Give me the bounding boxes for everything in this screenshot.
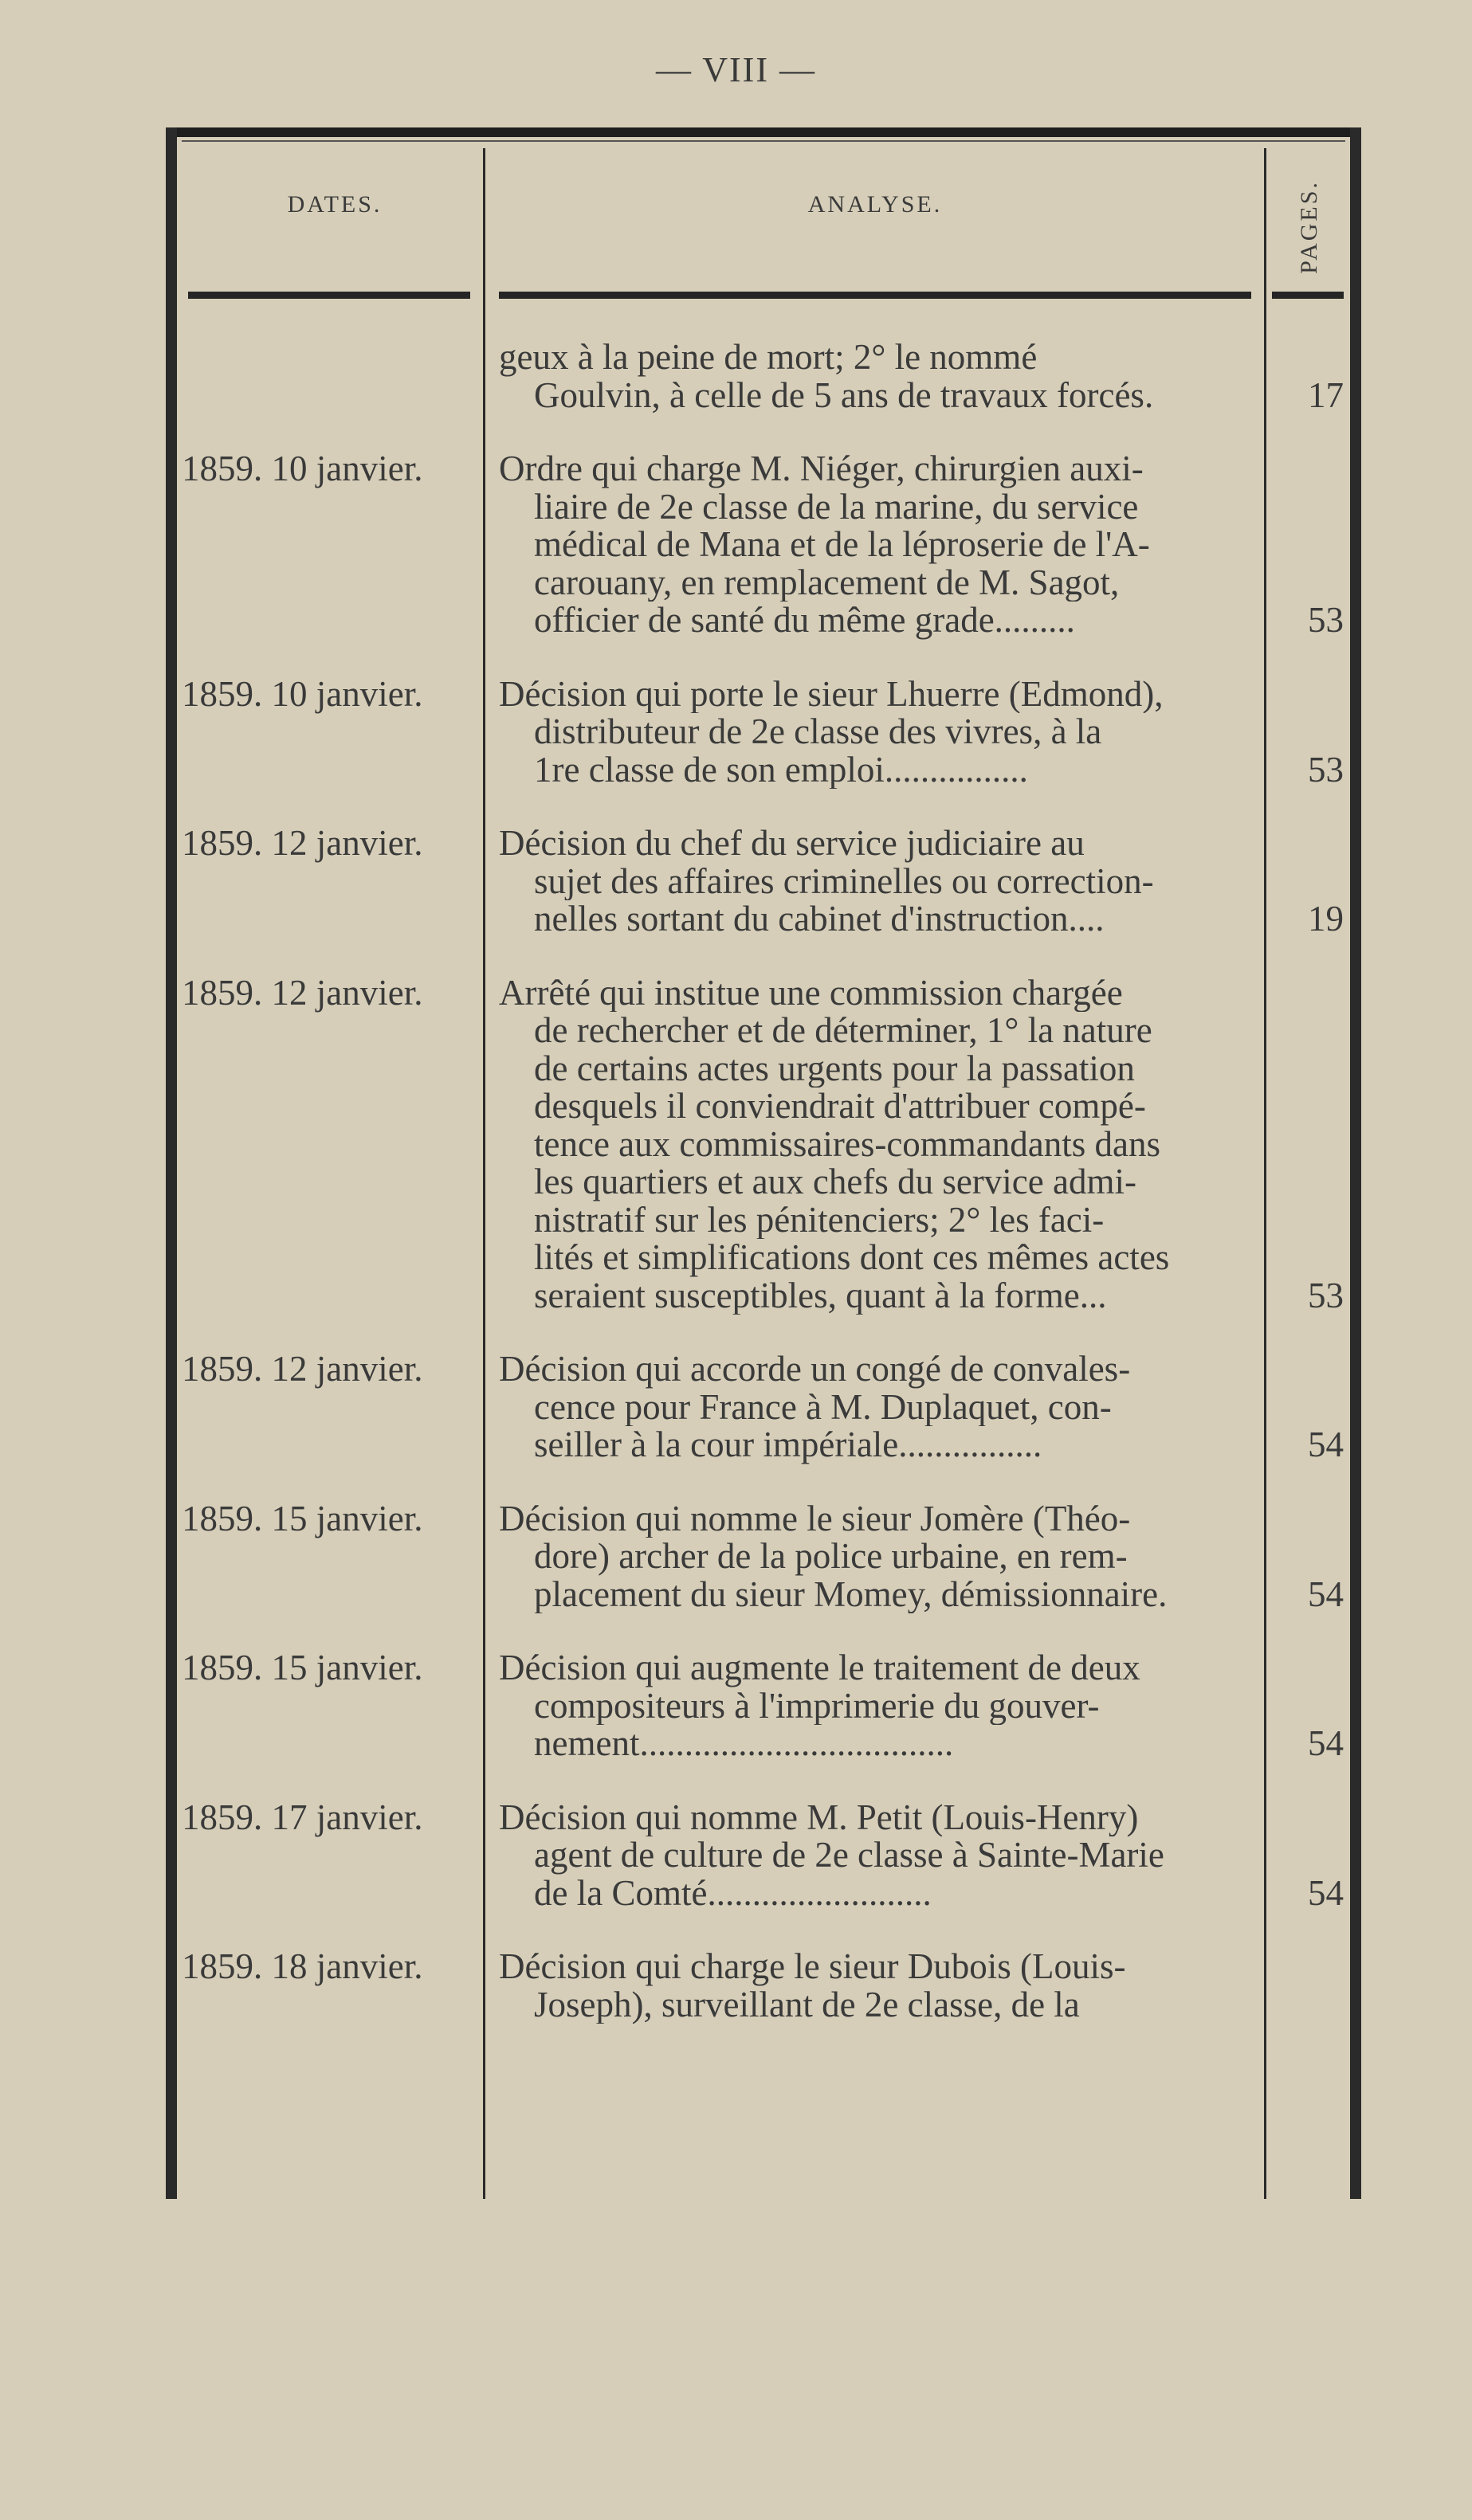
entry-analyse bbox=[499, 825, 1258, 939]
entry-analyse-line: geux à la peine de mort; 2° le nommé bbox=[499, 339, 1038, 377]
entry-analyse-line: desquels il conviendrait d'attribuer compé- bbox=[534, 1088, 1146, 1126]
entry-analyse-line: nement................................... bbox=[534, 1725, 954, 1763]
entry-page-number: 54 bbox=[1308, 1425, 1344, 1464]
entry-page-number: 53 bbox=[1308, 600, 1344, 640]
entry-analyse-line: liaire de 2e classe de la marine, du service bbox=[534, 488, 1139, 526]
entry-page-number: 53 bbox=[1308, 749, 1344, 790]
entry-analyse-line: Ordre qui charge M. Niéger, chirurgien auxi- bbox=[499, 450, 1144, 488]
page-header: — VIII — bbox=[656, 50, 816, 89]
entry-analyse-line: tence aux commissaires-commandants dans bbox=[534, 1125, 1161, 1163]
entry-analyse-line: Décision qui nomme M. Petit (Louis-Henry) bbox=[499, 1798, 1139, 1836]
entry-analyse-line: carouany, en remplacement de M. Sagot, bbox=[534, 563, 1120, 602]
entry-analyse-line: Décision qui porte le sieur Lhuerre (Edmond), bbox=[499, 675, 1164, 713]
entry-page-number: 17 bbox=[1308, 374, 1344, 415]
entry-analyse bbox=[499, 1799, 1258, 1913]
entry-analyse-line: Décision qui nomme le sieur Jomère (Théo- bbox=[499, 1499, 1131, 1538]
header-rule-analyse bbox=[499, 292, 1251, 299]
entry-analyse-line: de certains actes urgents pour la passation bbox=[534, 1049, 1135, 1088]
entry-analyse-line: Arrêté qui institue une commission chargée bbox=[499, 974, 1123, 1012]
entry-date: 1859. 15 janvier. bbox=[182, 1498, 423, 1538]
entry-page-number: 53 bbox=[1308, 1275, 1344, 1315]
entry-analyse-line: de la Comté......................... bbox=[534, 1874, 932, 1912]
column-header-dates: DATES. bbox=[287, 191, 383, 218]
entries-list bbox=[166, 339, 1361, 2060]
table-row bbox=[166, 825, 1361, 939]
entry-analyse-line: sujet des affaires criminelles ou correction- bbox=[534, 862, 1154, 900]
entry-analyse-line: cence pour France à M. Duplaquet, con- bbox=[534, 1388, 1112, 1426]
table-row bbox=[166, 974, 1361, 1315]
entry-analyse-line: de rechercher et de déterminer, 1° la nature bbox=[534, 1012, 1152, 1050]
entry-analyse-line: 1re classe de son emploi................ bbox=[534, 751, 1028, 789]
entry-analyse-line: seraient susceptibles, quant à la forme... bbox=[534, 1276, 1107, 1315]
entry-analyse-line: Décision qui augmente le traitement de deux bbox=[499, 1649, 1140, 1687]
entry-page-number: 54 bbox=[1308, 1723, 1344, 1763]
entry-analyse-line: lités et simplifications dont ces mêmes actes bbox=[534, 1239, 1170, 1277]
entry-analyse-line: agent de culture de 2e classe à Sainte-Marie bbox=[534, 1836, 1164, 1875]
index-table bbox=[166, 127, 1361, 2199]
header-rule-dates bbox=[188, 292, 470, 299]
entry-analyse-line: Décision qui accorde un congé de convales- bbox=[499, 1350, 1131, 1389]
entry-page-number: 54 bbox=[1308, 1574, 1344, 1614]
entry-date: 1859. 10 janvier. bbox=[182, 673, 423, 714]
entry-analyse-line: nistratif sur les pénitenciers; 2° les faci- bbox=[534, 1201, 1105, 1239]
entry-analyse bbox=[499, 1350, 1258, 1464]
entry-analyse-line: Décision du chef du service judiciaire au bbox=[499, 825, 1085, 863]
table-row bbox=[166, 450, 1361, 640]
entry-date: 1859. 12 janvier. bbox=[182, 1349, 423, 1389]
column-header-pages-label: PAGES. bbox=[1296, 180, 1322, 274]
entry-date: 1859. 15 janvier. bbox=[182, 1648, 423, 1687]
entry-analyse-line: Joseph), surveillant de 2e classe, de la bbox=[534, 1985, 1080, 2024]
entry-analyse bbox=[499, 676, 1258, 790]
table-top-rule bbox=[166, 127, 1361, 137]
table-row bbox=[166, 1649, 1361, 1763]
table-row bbox=[166, 673, 1361, 790]
table-row bbox=[166, 1799, 1361, 1913]
entry-analyse-line: nelles sortant du cabinet d'instruction.... bbox=[534, 900, 1105, 939]
entry-analyse bbox=[499, 339, 1258, 414]
entry-date: 1859. 10 janvier. bbox=[182, 449, 423, 488]
entry-date: 1859. 12 janvier. bbox=[182, 823, 423, 863]
entry-analyse-line: Décision qui charge le sieur Dubois (Louis- bbox=[499, 1948, 1126, 1986]
entry-analyse-line: compositeurs à l'imprimerie du gouver- bbox=[534, 1687, 1100, 1725]
entry-analyse bbox=[499, 1948, 1258, 2024]
entry-analyse bbox=[499, 974, 1258, 1315]
entry-analyse-line: dore) archer de la police urbaine, en rem- bbox=[534, 1538, 1128, 1576]
header-rule-pages bbox=[1272, 292, 1344, 299]
table-row bbox=[166, 339, 1361, 414]
table-top-thin-rule bbox=[182, 140, 1345, 142]
column-header-analyse: ANALYSE. bbox=[807, 191, 943, 218]
entry-analyse bbox=[499, 450, 1258, 640]
entry-date: 1859. 12 janvier. bbox=[182, 972, 423, 1013]
table-row bbox=[166, 1500, 1361, 1614]
entry-analyse-line: seiller à la cour impériale................ bbox=[534, 1426, 1042, 1464]
entry-page-number: 54 bbox=[1308, 1872, 1344, 1913]
entry-analyse-line: Goulvin, à celle de 5 ans de travaux forcés. bbox=[534, 376, 1154, 414]
column-header-pages bbox=[1274, 175, 1345, 279]
entry-date: 1859. 18 janvier. bbox=[182, 1946, 423, 1986]
table-row bbox=[166, 1948, 1361, 2024]
entry-analyse-line: médical de Mana et de la léproserie de l'A- bbox=[534, 526, 1150, 564]
table-row bbox=[166, 1350, 1361, 1464]
entry-date: 1859. 17 janvier. bbox=[182, 1797, 423, 1837]
entry-analyse bbox=[499, 1649, 1258, 1763]
entry-analyse-line: officier de santé du même grade......... bbox=[534, 602, 1075, 640]
entry-analyse bbox=[499, 1500, 1258, 1614]
entry-analyse-line: placement du sieur Momey, démissionnaire. bbox=[534, 1575, 1168, 1613]
entry-analyse-line: les quartiers et aux chefs du service admi- bbox=[534, 1163, 1136, 1201]
entry-page-number: 19 bbox=[1308, 899, 1344, 939]
entry-analyse-line: distributeur de 2e classe des vivres, à la bbox=[534, 713, 1102, 751]
